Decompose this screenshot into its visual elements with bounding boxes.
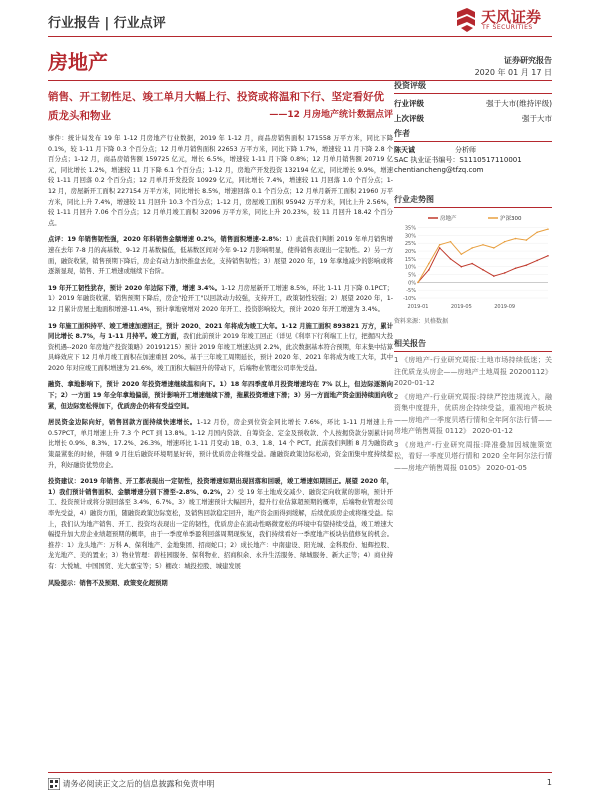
paragraph-lead: 居民资金边际向好，销售回款方面持续快速增长。 [48, 419, 197, 427]
data-point [450, 258, 452, 260]
y-tick-label: 5% [408, 272, 416, 279]
data-point [439, 244, 441, 246]
paragraph-lead: 19 年开工韧性犹存，预计 2020 年边际下滑，增速 3.4%。 [48, 284, 222, 292]
data-point [461, 253, 463, 255]
data-point [547, 255, 549, 257]
related-list [394, 352, 552, 474]
paragraph-funding [48, 418, 393, 471]
trend-section [394, 194, 552, 325]
data-point [417, 282, 419, 284]
qr-code-icon [48, 778, 60, 790]
analyst-sac: SAC 执业证书编号：S1110517110001 [394, 156, 522, 164]
industry-rating-value: 强于大市(维持评级) [486, 99, 552, 108]
page-title: 房地产 [48, 50, 108, 74]
risk-paragraph [48, 579, 393, 590]
prev-rating-value: 强于大市 [522, 114, 552, 123]
trend-title: 行业走势图 [394, 194, 552, 208]
logo-mark-icon [455, 8, 477, 32]
event-text: 事件：统计局发布 19 年 1-12 月房地产行业数据，2019 年 1-12 月，商品房销售面积 171558 万平方米，同比下降 0.1%，较 1-11 月下降 0.3 个百分点；12 月单月销售面积 22653 万平方米，同比下降 1.7%，增速较 11 月下降 2.8 个百分点；1-12 月，商品房销售额 159725 亿元，增长 6.5%，增速较 1-11 月下降 0.8%；12 月单月销售额 20719 亿元，同比增长 1.2%，增速较 11 月下降 6.1 个百分点；1-12 月，房地产开发投资 132194 亿元，同比增长 9.9%，增速较 1-11 月回落 0.2 个百分点；12 月单月开发投资 10929 亿元，同比增长 7.4%，增速较 11 月回落 1.0 个百分点；1-12 月，房屋新开工面积 227154 万平方米，同比增长 8.5%，增速回落 0.1 个百分点；12 月单月新开工面积 21960 万平方米，同比上升 7.4%，增速较 11 月回升 10.3 个百分点；1-12 月，房屋竣工面积 95942 万平方米，同比上升 2.56%，较 1-11 月回升 7.06 个百分点；12 月单月竣工面积 32096 万平方米，同比上升 20.23%，较 11 月回升 18.42 个百分点。 [48, 135, 393, 227]
paragraph-recommendation [48, 477, 393, 572]
chart-source: 资料来源：贝格数据 [394, 318, 449, 325]
x-tick-label: 2019-09 [494, 304, 516, 310]
report-date: 2020 年 01 月 17 日 [474, 68, 552, 77]
paragraph-lead: 投资建议：2019 年销售、开工都表现出一定韧性，投资增速如期出现回落和回暖，竣工增速如期回正。展望 2020 年，1）我们预计销售面积、金额增速分别下滑至-2.8%、0.2%， [48, 478, 393, 496]
x-tick-label: 2019-05 [450, 304, 472, 310]
y-tick-label: 35% [404, 225, 416, 232]
paragraph-lead: 点评：19 年销售韧性强，2020 年料销售金额增速 0.2%，销售面积增速-2.8%： [48, 236, 286, 244]
logo-en: TF SECURITIES [482, 24, 533, 31]
related-report-item[interactable]: 1 《房地产-行业研究周报:土地市场持续低迷；关注优质龙头房企——房地产土地周报 20200112》 2020-01-12 [394, 356, 552, 387]
data-point [493, 247, 495, 249]
paragraph-lead: 19 年施工面积持平、竣工增速加速回正，预计 2020、2021 年将成为竣工大年。1-12 月施工面积 893821 万方，累计同比增长 8.7%，与 1-11 月持平。竣工方面， [48, 322, 393, 341]
y-tick-label: 20% [404, 249, 416, 256]
paragraph-lead: 融资、拿地影响下，预计 2020 年投资增速继续温和向下。1）18 年四季度单月投资增速均在 7% 以上，但边际逐渐向下；2）一方面 19 年全年拿地偏弱，预计影响开工增速继续下滑，拖累投资增速下滑；3）另一方面地产资金面持续面向收紧，但边际宽松得加下，优质房企仍将有受益空间。 [48, 381, 393, 410]
rating-section [394, 80, 552, 124]
risk-text: 风险提示：销售不及预期、政策变化超预期 [48, 579, 168, 587]
data-point [536, 260, 538, 262]
y-tick-label: -10% [403, 296, 416, 302]
y-tick-label: 10% [404, 264, 416, 271]
trend-chart [394, 212, 552, 312]
y-tick-label: 0% [408, 280, 416, 287]
data-point [526, 264, 528, 266]
footer-rule [48, 772, 552, 773]
breadcrumb: 行业报告 | 行业点评 [48, 16, 166, 31]
paragraph-text: 2）受 19 年土地成交减少、融资定向收紧的影响，预计开工、投资预计或将分别回落至 3.4%、6.7%。3）竣工增速预计大幅回升，提升行业估算超预期的概率，后端物业管理公司率先受益，4）融资方面，随融资政策边际宽松，及销售回款稳定回升，地产资金面得到缓解，后续优质房企或将继受益。综上，我们认为地产销售、开工、投资均表现出一定的韧性，优质房企在流动性略微宽松的环境中有望持续受益，竣工增速大幅提升加大房企业绩超预期的概率，由于一季度单季盈利回落周期现恢复，我们持续看好一季度地产板块估值修复的机会。推荐：1）龙头地产：万科 A、保利地产、金地集团、招商蛇口；2）成长地产：中南建设、阳光城、金科股份、旭辉控股、龙光地产、美的置业；3）物业管理：碧桂园服务、保利物业、招商积余、永升生活服务、绿城服务、新大正等；4）商业持有：大悦城、中国国贸、光大嘉宝等；5）棚改：城投控股、城建发展 [48, 488, 393, 570]
data-point [515, 267, 517, 269]
y-tick-label: 25% [404, 241, 416, 248]
data-point [504, 241, 506, 243]
data-point [439, 247, 441, 249]
data-point [482, 244, 484, 246]
paragraph-text: 1-12 月房屋新开工增速 8.5%，环比 1-11 月下降 0.1PCT；1）2019 年融资收紧、销售预期下降后，房企"抢开工"以回款动力较强，支持开工，政策韧性较强；2）展望 2020 年，1-12 月累计房屋土地面积增速-11.4%，预计拿地衰增对 2020 年开工、投资影响较大，预计 2020 年开工增速为 3.4%。 [48, 284, 393, 313]
paragraph-investment [48, 380, 393, 412]
related-title: 相关报告 [394, 338, 552, 352]
paragraph-completion [48, 322, 393, 375]
paragraph-construction [48, 284, 393, 316]
series-line-real-estate [418, 248, 548, 282]
prev-rating-row [394, 109, 552, 124]
data-point [471, 247, 473, 249]
footer-disclaimer [48, 778, 215, 790]
data-point [547, 228, 549, 230]
header-rule [48, 36, 552, 37]
rating-title: 投资评级 [394, 80, 552, 94]
report-headline: 销售、开工韧性足、竣工单月大幅上行、投资或将温和下行、坚定看好优质龙头和物业 [48, 91, 384, 122]
report-type: 证券研究报告 [504, 56, 552, 65]
data-point [504, 272, 506, 274]
paragraph-text: 1-12 月份，房企到位资金同比增长 7.6%，环比 1-11 月增速上升 0.57PCT，单月增速上升 7.3 个 PCT 到 13.8%。1-12 月国内贷款、自筹资金、定金及预收款、个人按揭贷款分别累计同比增长 0.9%、8.3%、17.2%、26.3%，增速环比 1-11 月变动 1B、0.3、1.8、14 个 PCT。此前我们判断 8 月为融资政策最紧张的时候，伴随 9 月往后融资环境明显好转，预计优质房企将继受益。融融资政策边际松动，资金面集中度持续提升，利好融资优势房企。 [48, 419, 394, 469]
logo-cn: 天风证券 [481, 8, 542, 26]
data-point [526, 239, 528, 241]
paragraph-sales [48, 235, 393, 277]
y-tick-label: -5% [406, 288, 416, 295]
data-point [461, 266, 463, 268]
analyst-role: 分析师 [455, 146, 476, 154]
company-logo [455, 6, 555, 36]
data-point [471, 263, 473, 265]
y-tick-label: 15% [404, 256, 416, 263]
analyst-title: 作者 [394, 128, 552, 142]
paragraph-text: 我们此前预计 2019 年竣工回正（详见《利率下行利端工上行，把握四大投资机遇--2020 年房地产投资策略》20191215）预计 2019 年竣工增速达到 2.2%，此次数据基本符合预期，年末集中结算具峰效应下 12 月单月竣工面积在加速重回 20%。基于三年竣工周期延长，预计 2020 年、2021 年将成为竣工大年，其中 2020 年对应竣工面积增速为 21.6%，竣工面积大幅回升的带动下，后端物业管理公司率先受益。 [48, 333, 393, 372]
legend-label: 沪深300 [500, 216, 522, 222]
industry-rating-label: 行业评级 [394, 99, 424, 108]
analyst-info [394, 142, 552, 175]
legend-label: 房地产 [440, 216, 457, 222]
data-point [515, 238, 517, 240]
related-section [394, 338, 552, 476]
analyst-email[interactable]: chentiancheng@tfzq.com [394, 166, 484, 174]
prev-rating-label: 上次评级 [394, 114, 424, 123]
data-point [536, 231, 538, 233]
analyst-section [394, 128, 552, 175]
analyst-name: 陈天诚 [394, 146, 415, 154]
x-tick-label: 2019-01 [407, 304, 429, 310]
event-paragraph [48, 134, 393, 229]
data-point [428, 263, 430, 265]
related-report-item[interactable]: 3 《房地产-行业研究周报:降准叠加因城施策宽松，看好一季度贝塔行情和 2020 全年阿尔法行情——房地产销售周报 0105》 2020-01-05 [394, 440, 552, 472]
y-tick-label: 30% [404, 233, 416, 240]
report-subheadline: ——12 月房地产统计数据点评 [269, 110, 393, 120]
related-report-item[interactable]: 2 《房地产-行业研究周报:持续严控违规流入，融资集中度提升，优质房企持续受益，重视地产板块——房地产一季度贝塔行情和全年阿尔法行情——房地产销售周报 0112》 2020-01-12 [394, 392, 552, 435]
disclaimer-text: 请务必阅读正文之后的信息披露和免责申明 [62, 779, 215, 789]
paragraph-text: 1）此前我们判断 2019 年单月销售增速在去年 7-8 月的高基数、9-12 月基数偏低，低基数区间对今年 9-12 月影响明显，使得销售表现出一定韧性。2）另一方面，融资收紧，销售预期下降后，房企有动力加快推盘去化，支持销售韧性；3）展望 2020 年，19 年拿地减少的影响或将逐渐显现，销售、开工增速或继续下台阶。 [48, 236, 393, 276]
data-point [493, 275, 495, 277]
page-number: 1 [546, 778, 552, 787]
data-point [482, 269, 484, 271]
industry-rating-row [394, 94, 552, 109]
data-point [450, 241, 452, 243]
data-point [428, 269, 430, 271]
main-body [48, 134, 393, 595]
